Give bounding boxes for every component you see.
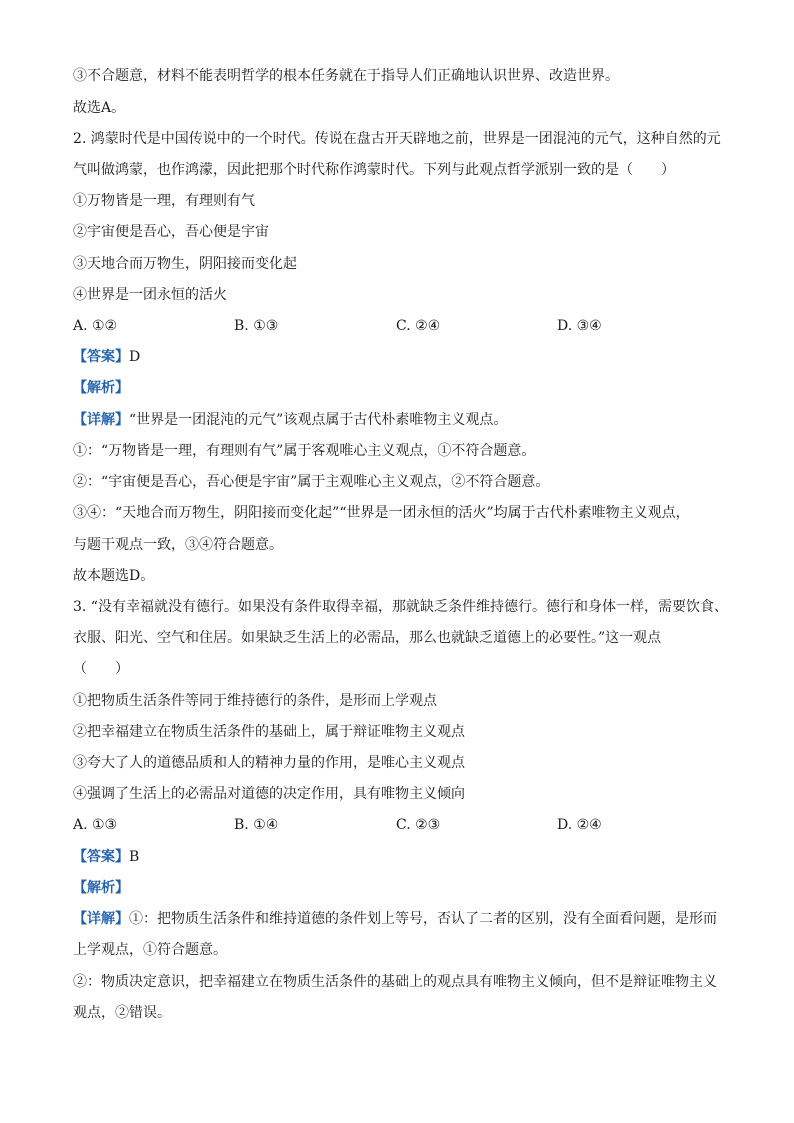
q2-stem-line1: 2. 鸿蒙时代是中国传说中的一个时代。传说在盘古开天辟地之前，世界是一团混沌的元气，这种自然的元 xyxy=(73,131,721,147)
q2-option-b: B. ①③ xyxy=(234,318,279,334)
q2-detail-line3: ②：“宇宙便是吾心，吾心便是宇宙”属于主观唯心主义观点，②不符合题意。 xyxy=(73,474,550,490)
q2-item-1: ①万物皆是一理，有理则有气 xyxy=(73,193,255,209)
q3-detail-line1 xyxy=(73,909,733,929)
q3-detail-text1: ①：把物质生活条件和维持道德的条件划上等号，否认了二者的区别，没有全面看问题，是形而 xyxy=(129,911,717,927)
q3-option-c: C. ②③ xyxy=(396,817,441,833)
q3-detail-label: 【详解】 xyxy=(73,911,129,927)
q3-analysis xyxy=(73,878,733,898)
q3-item-4: ④强调了生活上的必需品对道德的决定作用，具有唯物主义倾向 xyxy=(73,786,465,802)
q2-item-4: ④世界是一团永恒的活火 xyxy=(73,287,227,303)
q3-answer-label: 【答案】 xyxy=(73,849,129,865)
q3-stem-line3: （ ） xyxy=(73,661,129,677)
q2-item-3: ③天地合而万物生，阴阳接而变化起 xyxy=(73,256,297,272)
q2-stem-line2: 气叫做鸿蒙，也作鸿濛，因此把那个时代称作鸿蒙时代。下列与此观点哲学派别一致的是（ ） xyxy=(73,162,675,178)
q3-detail-line4: 观点，②错误。 xyxy=(73,1005,171,1021)
q2-analysis-label: 【解析】 xyxy=(73,380,129,396)
q3-stem-line1: 3. “没有幸福就没有德行。如果没有条件取得幸福，那就缺乏条件维持德行。德行和身体一样，需要饮食、 xyxy=(73,599,728,615)
q2-detail-line1 xyxy=(73,410,733,430)
q2-item-2: ②宇宙便是吾心，吾心便是宇宙 xyxy=(73,224,269,240)
q2-answer xyxy=(73,347,733,367)
q3-item-3: ③夸大了人的道德品质和人的精神力量的作用，是唯心主义观点 xyxy=(73,755,465,771)
q3-answer-value: B xyxy=(129,849,140,865)
q2-detail-text1: “世界是一团混沌的元气”该观点属于古代朴素唯物主义观点。 xyxy=(129,412,508,428)
q2-option-c: C. ②④ xyxy=(396,318,441,334)
q3-option-a: A. ①③ xyxy=(73,817,118,833)
q2-conclusion: 故本题选D。 xyxy=(73,568,155,584)
q3-stem-line2: 衣服、阳光、空气和住居。如果缺乏生活上的必需品，那么也就缺乏道德上的必要性。”这一观点 xyxy=(73,630,662,646)
q3-answer xyxy=(73,847,733,867)
q2-option-d: D. ③④ xyxy=(557,318,602,334)
q3-item-2: ②把幸福建立在物质生活条件的基础上，属于辩证唯物主义观点 xyxy=(73,724,465,740)
q1-note: ③不合题意，材料不能表明哲学的根本任务就在于指导人们正确地认识世界、改造世界。 xyxy=(73,68,619,84)
q3-analysis-label: 【解析】 xyxy=(73,880,129,896)
q2-option-a: A. ①② xyxy=(73,318,118,334)
q2-answer-label: 【答案】 xyxy=(73,349,129,365)
q2-answer-value: D xyxy=(129,349,141,365)
q2-analysis xyxy=(73,378,733,398)
q3-detail-line3: ②：物质决定意识，把幸福建立在物质生活条件的基础上的观点具有唯物主义倾向，但不是辩证唯物主义 xyxy=(73,974,717,990)
q1-conclusion: 故选A。 xyxy=(73,100,126,116)
q3-option-d: D. ②④ xyxy=(557,817,602,833)
q3-item-1: ①把物质生活条件等同于维持德行的条件，是形而上学观点 xyxy=(73,693,437,709)
q2-detail-line2: ①：“万物皆是一理，有理则有气”属于客观唯心主义观点，①不符合题意。 xyxy=(73,443,536,459)
q2-detail-label: 【详解】 xyxy=(73,412,129,428)
q2-detail-line4: ③④：“天地合而万物生，阴阳接而变化起”“世界是一团永恒的活火”均属于古代朴素唯物主义观点， xyxy=(73,505,690,521)
q3-option-b: B. ①④ xyxy=(234,817,279,833)
q2-detail-line5: 与题干观点一致，③④符合题意。 xyxy=(73,537,283,553)
q3-detail-line2: 上学观点，①符合题意。 xyxy=(73,942,227,958)
